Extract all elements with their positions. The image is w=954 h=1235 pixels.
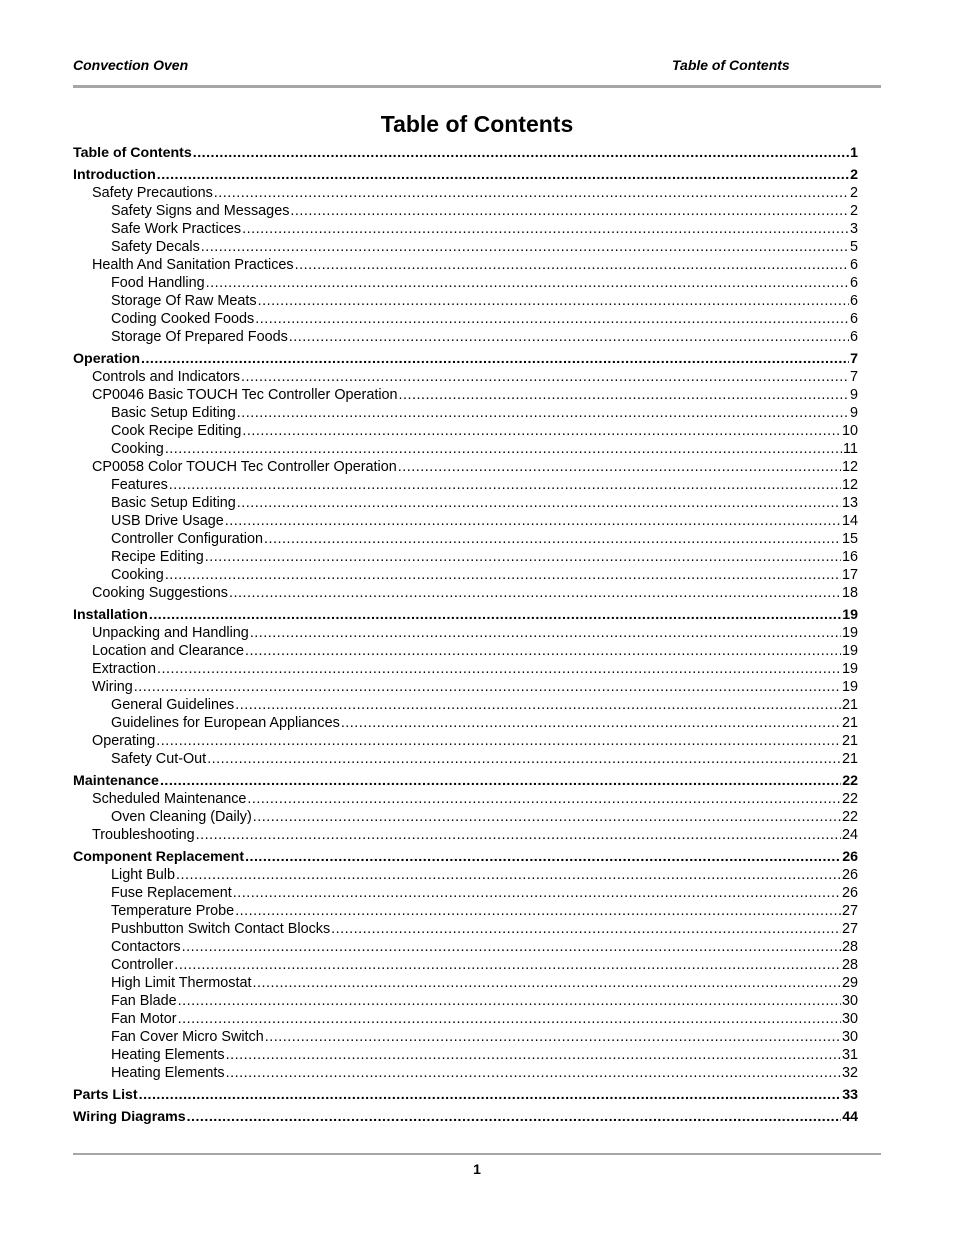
page-title: Table of Contents <box>380 111 574 137</box>
toc-entry-title: Temperature Probe <box>111 903 235 919</box>
toc-dot-leader <box>178 1010 841 1028</box>
toc-entry-page: 6 <box>849 275 858 291</box>
toc-entry[interactable] <box>73 256 858 274</box>
toc-entry[interactable] <box>73 350 858 368</box>
toc-entry[interactable] <box>73 902 858 920</box>
toc-entry-title: Component Replacement <box>73 849 245 865</box>
toc-dot-leader <box>225 512 841 530</box>
toc-entry-page: 7 <box>849 369 858 385</box>
toc-entry-title: Basic Setup Editing <box>111 495 236 511</box>
toc-entry[interactable] <box>73 606 858 624</box>
toc-entry[interactable] <box>73 678 858 696</box>
toc-entry-title: High Limit Thermostat <box>111 975 252 991</box>
toc-entry[interactable] <box>73 808 858 826</box>
toc-dot-leader <box>398 458 841 476</box>
toc-dot-leader <box>193 144 849 162</box>
page-number: 1 <box>473 1161 481 1177</box>
toc-entry-page: 5 <box>849 239 858 255</box>
toc-entry[interactable] <box>73 310 858 328</box>
toc-entry[interactable] <box>73 1086 858 1104</box>
toc-entry-title: Recipe Editing <box>111 549 204 565</box>
toc-entry[interactable] <box>73 992 858 1010</box>
toc-entry-page: 30 <box>841 1011 858 1027</box>
toc-entry[interactable] <box>73 956 858 974</box>
toc-entry[interactable] <box>73 714 858 732</box>
toc-entry-title: General Guidelines <box>111 697 235 713</box>
toc-entry-title: Extraction <box>92 661 156 677</box>
toc-entry-page: 30 <box>841 993 858 1009</box>
toc-dot-leader <box>229 584 841 602</box>
toc-entry-page: 26 <box>841 867 858 883</box>
toc-entry[interactable] <box>73 826 858 844</box>
toc-entry-page: 3 <box>849 221 858 237</box>
toc-entry-title: Controls and Indicators <box>92 369 240 385</box>
toc-dot-leader <box>149 606 841 624</box>
toc-entry[interactable] <box>73 866 858 884</box>
toc-dot-leader <box>165 566 841 584</box>
toc-entry-page: 44 <box>842 1109 858 1125</box>
toc-dot-leader <box>235 902 841 920</box>
toc-entry-title: Introduction <box>73 167 156 183</box>
toc-entry-page: 1 <box>850 145 858 161</box>
toc-dot-leader <box>141 350 849 368</box>
toc-dot-leader <box>233 884 841 902</box>
toc-entry-title: Location and Clearance <box>92 643 245 659</box>
toc-entry-page: 2 <box>850 167 858 183</box>
toc-entry-title: Heating Elements <box>111 1047 225 1063</box>
toc-entry-title: Controller <box>111 957 174 973</box>
toc-dot-leader <box>187 1108 842 1126</box>
toc-entry-title: Oven Cleaning (Daily) <box>111 809 252 825</box>
toc-entry[interactable] <box>73 660 858 678</box>
toc-entry-page: 2 <box>849 185 858 201</box>
toc-entry-page: 12 <box>841 459 858 475</box>
toc-dot-leader <box>290 202 849 220</box>
toc-dot-leader <box>253 808 841 826</box>
toc-entry[interactable] <box>73 328 858 346</box>
toc-entry-page: 6 <box>849 257 858 273</box>
toc-entry[interactable] <box>73 530 858 548</box>
toc-dot-leader <box>201 238 849 256</box>
toc-entry-page: 18 <box>841 585 858 601</box>
toc-entry-page: 9 <box>849 387 858 403</box>
toc-entry-title: Safety Signs and Messages <box>111 203 290 219</box>
toc-entry-title: USB Drive Usage <box>111 513 224 529</box>
toc-entry-title: Fan Blade <box>111 993 177 1009</box>
toc-entry-title: Features <box>111 477 168 493</box>
toc-entry-title: Parts List <box>73 1087 138 1103</box>
toc-entry-page: 28 <box>841 939 858 955</box>
toc-entry-title: Fan Motor <box>111 1011 177 1027</box>
toc-entry-title: Fan Cover Micro Switch <box>111 1029 264 1045</box>
toc-dot-leader <box>176 866 841 884</box>
toc-entry[interactable] <box>73 696 858 714</box>
toc-entry[interactable] <box>73 1028 858 1046</box>
toc-entry[interactable] <box>73 1010 858 1028</box>
toc-dot-leader <box>265 1028 841 1046</box>
toc-entry-page: 21 <box>841 697 858 713</box>
toc-dot-leader <box>214 184 849 202</box>
toc-entry[interactable] <box>73 848 858 866</box>
toc-dot-leader <box>253 974 841 992</box>
toc-entry[interactable] <box>73 642 858 660</box>
toc-dot-leader <box>247 790 841 808</box>
toc-entry-page: 30 <box>841 1029 858 1045</box>
footer-divider <box>73 1153 881 1155</box>
toc-dot-leader <box>237 404 849 422</box>
toc-entry-title: Table of Contents <box>73 145 192 161</box>
toc-entry[interactable] <box>73 440 858 458</box>
toc-entry-title: Contactors <box>111 939 181 955</box>
toc-entry-page: 26 <box>841 885 858 901</box>
toc-entry-title: Safety Precautions <box>92 185 213 201</box>
running-header-left: Convection Oven <box>73 57 189 73</box>
toc-entry-page: 32 <box>841 1065 858 1081</box>
toc-dot-leader <box>245 642 841 660</box>
toc-dot-leader <box>174 956 841 974</box>
toc-entry-title: Operating <box>92 733 156 749</box>
toc-dot-leader <box>157 660 841 678</box>
toc-entry[interactable] <box>73 624 858 642</box>
toc-entry-title: Cooking <box>111 441 164 457</box>
toc-dot-leader <box>235 696 841 714</box>
toc-entry-page: 9 <box>849 405 858 421</box>
toc-entry[interactable] <box>73 790 858 808</box>
toc-entry-page: 26 <box>842 849 858 865</box>
toc-entry[interactable] <box>73 1064 858 1082</box>
toc-entry[interactable] <box>73 238 858 256</box>
toc-entry-page: 10 <box>841 423 858 439</box>
toc-entry-title: Storage Of Raw Meats <box>111 293 257 309</box>
table-of-contents <box>73 144 858 1126</box>
toc-entry-title: Controller Configuration <box>111 531 263 547</box>
toc-dot-leader <box>341 714 841 732</box>
toc-dot-leader <box>242 220 849 238</box>
toc-entry-page: 11 <box>843 441 858 457</box>
toc-dot-leader <box>139 1086 842 1104</box>
toc-entry-page: 28 <box>841 957 858 973</box>
toc-entry-page: 24 <box>841 827 858 843</box>
toc-dot-leader <box>258 292 849 310</box>
toc-dot-leader <box>237 494 841 512</box>
toc-entry-title: Light Bulb <box>111 867 176 883</box>
toc-entry-title: Heating Elements <box>111 1065 225 1081</box>
toc-entry[interactable] <box>73 274 858 292</box>
toc-entry-title: Troubleshooting <box>92 827 195 843</box>
toc-entry-page: 6 <box>849 311 858 327</box>
toc-entry-title: Basic Setup Editing <box>111 405 236 421</box>
toc-entry-page: 19 <box>841 625 858 641</box>
toc-entry[interactable] <box>73 512 858 530</box>
toc-dot-leader <box>169 476 841 494</box>
toc-entry-title: Cook Recipe Editing <box>111 423 242 439</box>
toc-dot-leader <box>255 310 849 328</box>
toc-entry-title: Maintenance <box>73 773 159 789</box>
toc-dot-leader <box>165 440 842 458</box>
toc-entry[interactable] <box>73 184 858 202</box>
toc-entry-title: Guidelines for European Appliances <box>111 715 340 731</box>
toc-entry-page: 14 <box>841 513 858 529</box>
toc-dot-leader <box>331 920 841 938</box>
toc-entry[interactable] <box>73 458 858 476</box>
toc-dot-leader <box>295 256 849 274</box>
toc-entry-title: Unpacking and Handling <box>92 625 249 641</box>
toc-entry[interactable] <box>73 732 858 750</box>
toc-entry[interactable] <box>73 772 858 790</box>
toc-entry-title: Cooking <box>111 567 164 583</box>
toc-entry-title: Fuse Replacement <box>111 885 232 901</box>
toc-entry[interactable] <box>73 166 858 184</box>
toc-entry-page: 22 <box>841 791 858 807</box>
toc-entry[interactable] <box>73 974 858 992</box>
toc-entry-page: 21 <box>841 715 858 731</box>
toc-entry-page: 21 <box>841 751 858 767</box>
toc-dot-leader <box>160 772 841 790</box>
toc-entry[interactable] <box>73 144 858 162</box>
toc-entry[interactable] <box>73 584 858 602</box>
toc-dot-leader <box>242 422 841 440</box>
toc-entry-page: 17 <box>841 567 858 583</box>
toc-entry-page: 15 <box>841 531 858 547</box>
toc-entry[interactable] <box>73 386 858 404</box>
toc-entry[interactable] <box>73 292 858 310</box>
toc-dot-leader <box>264 530 841 548</box>
toc-entry[interactable] <box>73 548 858 566</box>
toc-entry-page: 6 <box>849 329 858 345</box>
toc-entry-page: 29 <box>841 975 858 991</box>
toc-entry[interactable] <box>73 750 858 768</box>
toc-entry[interactable] <box>73 494 858 512</box>
toc-dot-leader <box>241 368 849 386</box>
toc-entry-title: Health And Sanitation Practices <box>92 257 294 273</box>
running-header-right: Table of Contents <box>672 57 790 73</box>
toc-entry[interactable] <box>73 938 858 956</box>
toc-entry-page: 7 <box>850 351 858 367</box>
toc-entry[interactable] <box>73 1108 858 1126</box>
toc-entry-page: 31 <box>841 1047 858 1063</box>
toc-dot-leader <box>156 732 841 750</box>
toc-entry-page: 33 <box>842 1087 858 1103</box>
toc-entry-page: 19 <box>841 679 858 695</box>
toc-entry[interactable] <box>73 920 858 938</box>
toc-entry[interactable] <box>73 566 858 584</box>
toc-entry-page: 19 <box>841 661 858 677</box>
toc-entry-page: 16 <box>841 549 858 565</box>
toc-entry-title: Wiring <box>92 679 133 695</box>
toc-dot-leader <box>289 328 849 346</box>
toc-dot-leader <box>205 548 841 566</box>
toc-dot-leader <box>226 1046 841 1064</box>
toc-entry-title: Wiring Diagrams <box>73 1109 186 1125</box>
toc-entry[interactable] <box>73 202 858 220</box>
toc-entry-page: 13 <box>841 495 858 511</box>
toc-entry-page: 19 <box>842 607 858 623</box>
toc-entry-title: Storage Of Prepared Foods <box>111 329 288 345</box>
toc-dot-leader <box>250 624 841 642</box>
toc-entry-page: 27 <box>841 903 858 919</box>
toc-entry-page: 6 <box>849 293 858 309</box>
toc-entry-title: Coding Cooked Foods <box>111 311 255 327</box>
toc-entry-page: 19 <box>841 643 858 659</box>
toc-dot-leader <box>196 826 841 844</box>
toc-dot-leader <box>182 938 841 956</box>
toc-entry[interactable] <box>73 476 858 494</box>
toc-entry-title: Scheduled Maintenance <box>92 791 247 807</box>
toc-entry-page: 12 <box>841 477 858 493</box>
toc-dot-leader <box>399 386 849 404</box>
toc-entry-title: Operation <box>73 351 141 367</box>
toc-dot-leader <box>178 992 841 1010</box>
toc-dot-leader <box>206 274 849 292</box>
toc-dot-leader <box>226 1064 841 1082</box>
toc-entry-page: 22 <box>842 773 858 789</box>
toc-entry-title: CP0058 Color TOUCH Tec Controller Operation <box>92 459 397 475</box>
toc-entry-title: CP0046 Basic TOUCH Tec Controller Operation <box>92 387 398 403</box>
toc-entry[interactable] <box>73 404 858 422</box>
toc-entry-title: Pushbutton Switch Contact Blocks <box>111 921 331 937</box>
toc-entry[interactable] <box>73 368 858 386</box>
header-divider <box>73 85 881 88</box>
toc-entry-title: Cooking Suggestions <box>92 585 229 601</box>
toc-entry-title: Installation <box>73 607 148 623</box>
toc-entry-title: Food Handling <box>111 275 205 291</box>
toc-entry-page: 22 <box>841 809 858 825</box>
toc-entry[interactable] <box>73 884 858 902</box>
toc-entry[interactable] <box>73 220 858 238</box>
toc-dot-leader <box>134 678 841 696</box>
toc-entry-page: 27 <box>841 921 858 937</box>
toc-entry[interactable] <box>73 422 858 440</box>
toc-entry-page: 2 <box>849 203 858 219</box>
toc-entry-page: 21 <box>841 733 858 749</box>
toc-entry-title: Safe Work Practices <box>111 221 242 237</box>
toc-dot-leader <box>207 750 841 768</box>
toc-dot-leader <box>245 848 841 866</box>
toc-dot-leader <box>157 166 849 184</box>
toc-entry-title: Safety Decals <box>111 239 200 255</box>
toc-entry[interactable] <box>73 1046 858 1064</box>
toc-entry-title: Safety Cut-Out <box>111 751 207 767</box>
